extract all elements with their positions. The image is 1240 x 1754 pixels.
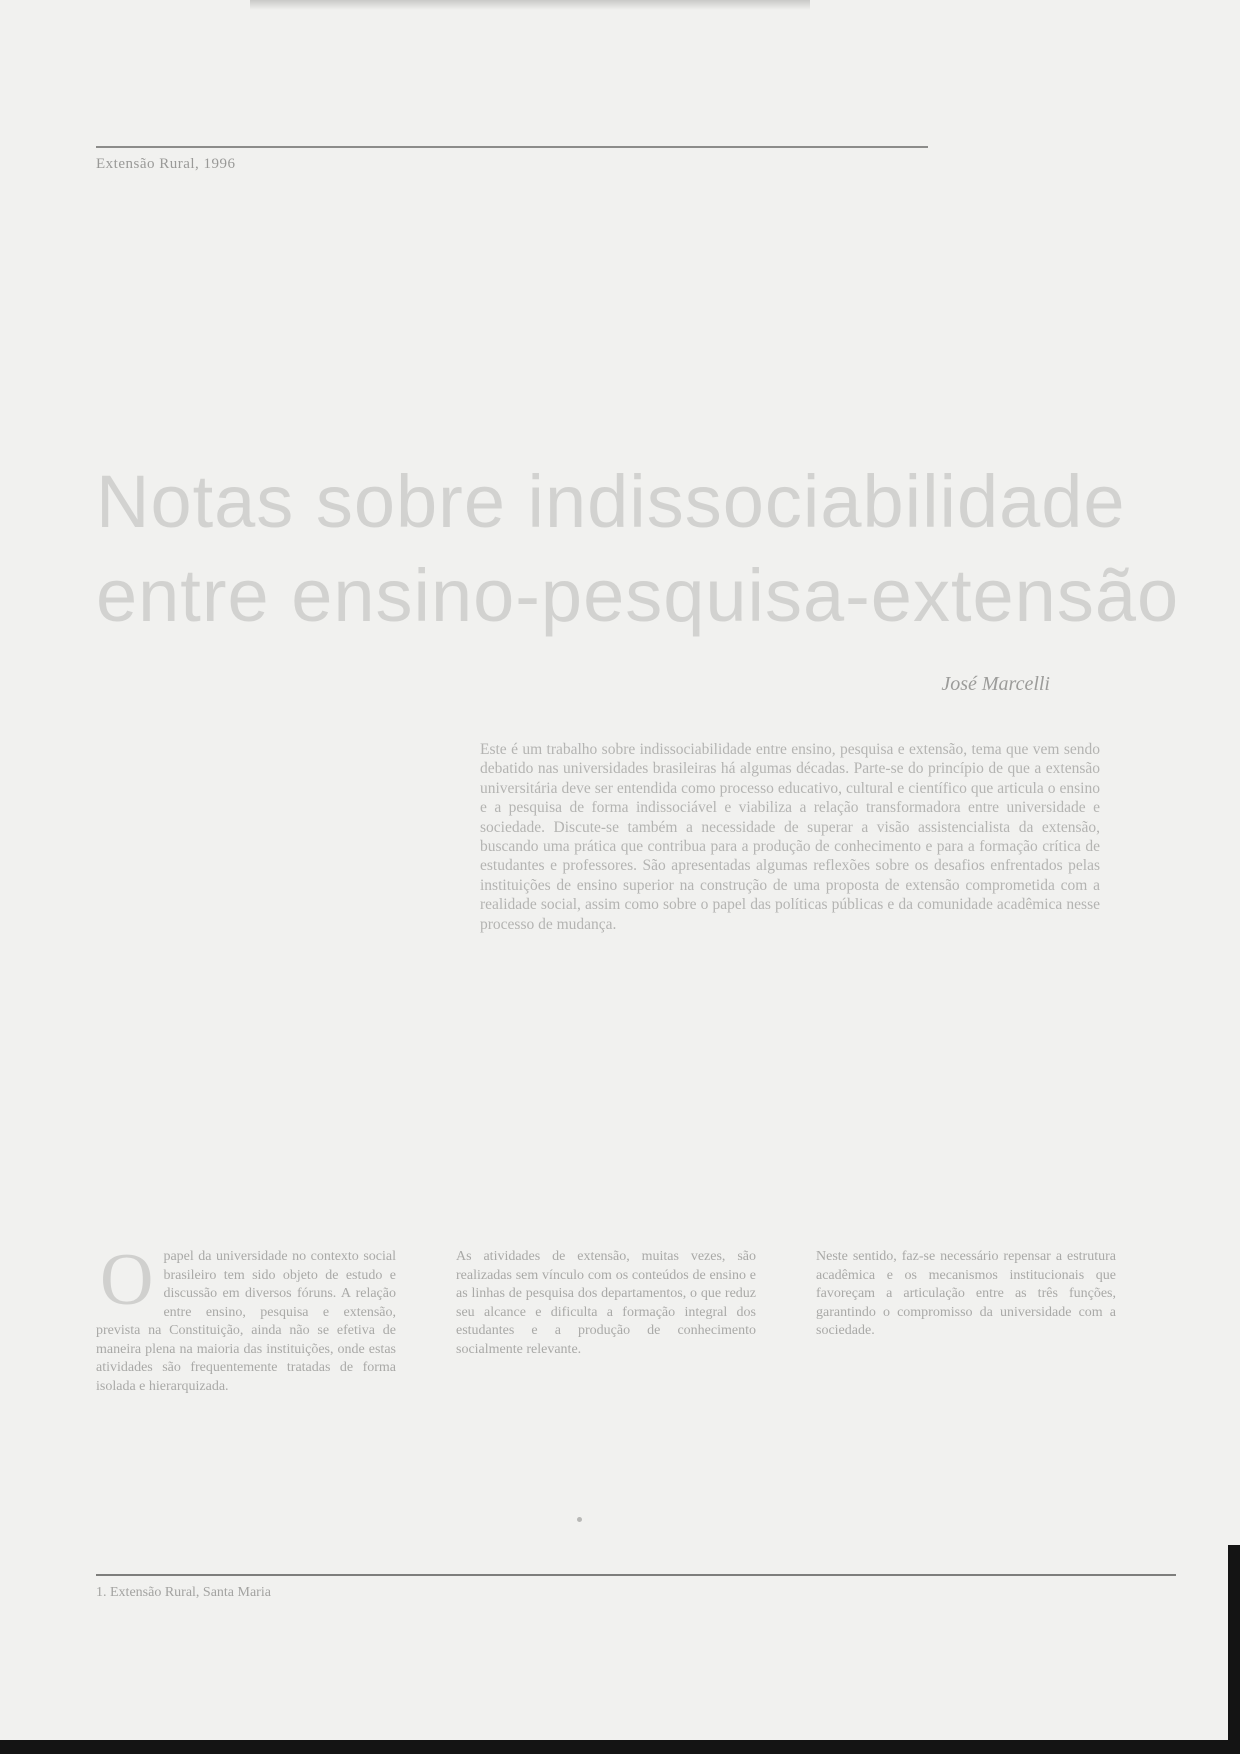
body-columns (96, 1239, 1116, 1488)
body-column-1 (96, 1239, 396, 1396)
scan-shadow (250, 0, 810, 10)
title-line-2: entre ensino-pesquisa-extensão (96, 554, 1180, 637)
title-line-1: Notas sobre indissociabilidade (96, 460, 1126, 543)
author-name: José Marcelli (941, 673, 1050, 695)
scan-edge (1228, 1545, 1240, 1754)
footer-rule (96, 1574, 1176, 1576)
page-mark (577, 1517, 582, 1522)
footnote: 1. Extensão Rural, Santa Maria (96, 1585, 271, 1600)
scan-border (0, 1740, 1240, 1754)
body-column-3: Neste sentido, faz-se necessário repensar a estrutura acadêmica e os mecanismos institucionais que favoreçam a articulação entre as três funções, garantindo o compromisso da universidade com a sociedade. (816, 1249, 1116, 1338)
abstract: Este é um trabalho sobre indissociabilidade entre ensino, pesquisa e extensão, tema que vem sendo debatido nas universidades brasileiras há algumas décadas. Parte-se do princípio de que a extensão universitária deve ser entendida como processo educativo, cultural e científico que articula o ensino e a pesquisa de forma indissociável e viabiliza a relação transformadora entre universidade e sociedade. Discute-se também a necessidade de superar a visão assistencialista da extensão, buscando uma prática que contribua para a produção de conhecimento e para a formação crítica de estudantes e professores. São apresentadas algumas reflexões sobre os desafios enfrentados pelas instituições de ensino superior na construção de uma proposta de extensão comprometida com a realidade social, assim como sobre o papel das políticas públicas e da comunidade acadêmica nesse processo de mudança. (480, 741, 1100, 933)
body-column-2: As atividades de extensão, muitas vezes, são realizadas sem vínculo com os conteúdos de ensino e as linhas de pesquisa dos departamentos, o que reduz seu alcance e dificulta a formação integral dos estudantes e a produção de conhecimento socialmente relevante. (456, 1249, 756, 1357)
running-head: Extensão Rural, 1996 (96, 156, 236, 172)
body-column-1-text: papel da universidade no contexto social brasileiro tem sido objeto de estudo e discussão em diversos fóruns. A relação entre ensino, pesquisa e extensão, prevista na Constituição, ainda não se efetiva de maneira plena na maioria das instituições, onde estas atividades são frequentemente tratadas de forma isolada e hierarquizada. (96, 1249, 396, 1394)
drop-cap: O (100, 1239, 154, 1321)
header-rule (96, 146, 928, 148)
article-title (96, 455, 1180, 643)
